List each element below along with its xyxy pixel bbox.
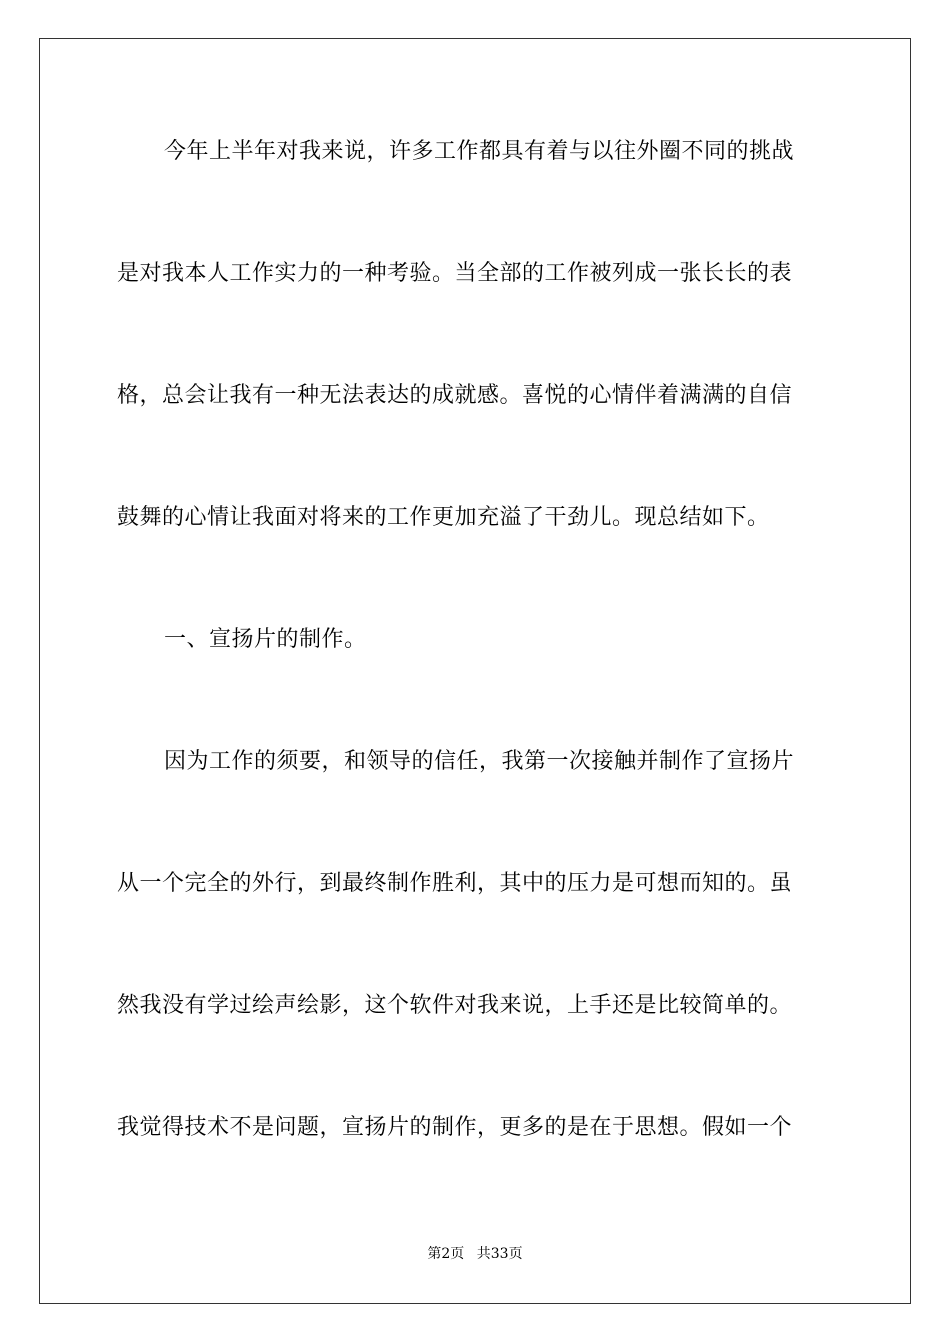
text-line-2: 是对我本人工作实力的一种考验。当全部的工作被列成一张长长的表 [117,261,793,286]
page-footer [0,1244,950,1264]
text-line-7: 从一个完全的外行，到最终制作胜利，其中的压力是可想而知的。虽 [117,871,793,896]
text-line-6: 因为工作的须要，和领导的信任，我第一次接触并制作了宣扬片 [164,749,795,774]
page-total: 共33页 [476,1246,523,1262]
section-heading: 一、宣扬片的制作。 [164,627,367,652]
text-line-3: 格，总会让我有一种无法表达的成就感。喜悦的心情伴着满满的自信 [117,383,793,408]
page-number: 第2页 [427,1246,465,1262]
text-line-8: 然我没有学过绘声绘影，这个软件对我来说，上手还是比较简单的。 [117,993,793,1018]
text-line-9: 我觉得技术不是问题，宣扬片的制作，更多的是在于思想。假如一个 [117,1115,793,1140]
text-line-4: 鼓舞的心情让我面对将来的工作更加充溢了干劲儿。现总结如下。 [117,505,770,530]
text-line-1: 今年上半年对我来说，许多工作都具有着与以往外圈不同的挑战 [164,139,795,164]
